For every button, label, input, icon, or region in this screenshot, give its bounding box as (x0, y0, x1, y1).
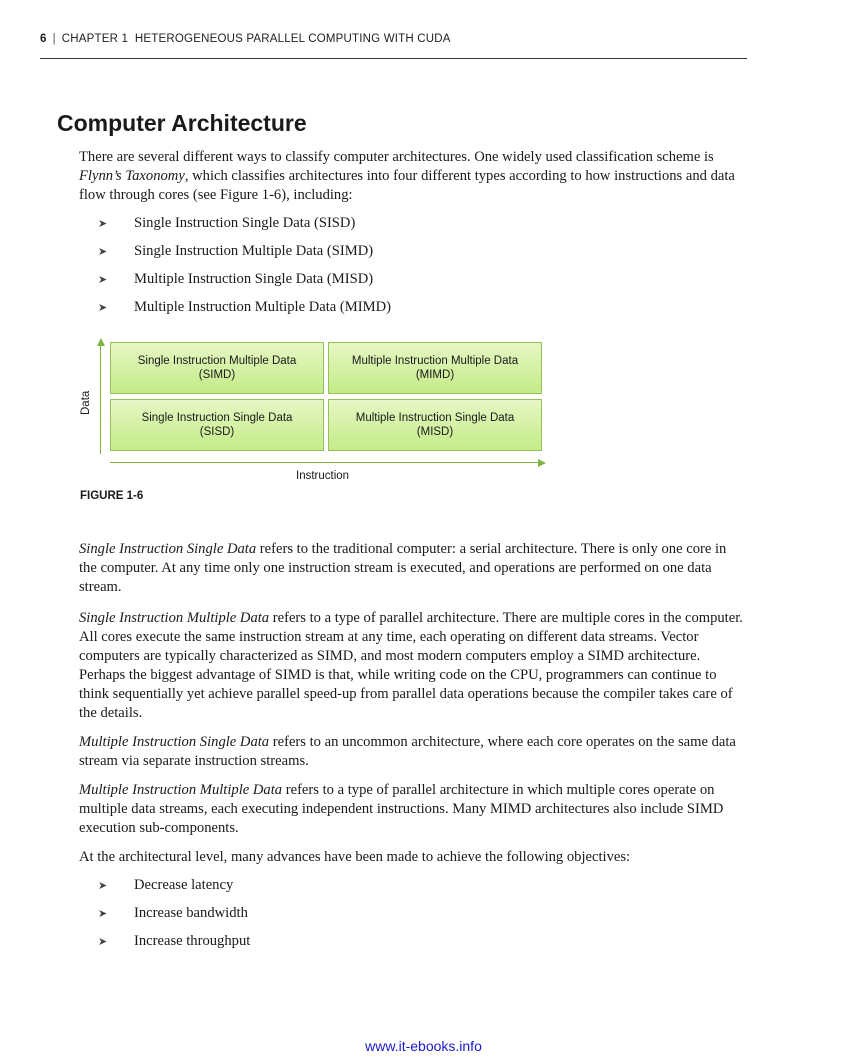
paragraph-text: refers to a type of parallel architecture. There are multiple cores in the computer. All cores execute the same instruction stream at any time, each operating on different data streams. Vector computers are typically characterized as SIMD, and most modern computers employ a SIMD architecture. Perhaps the biggest advantage of SIMD is that, while writing code on the CPU, programmers can continue to think sequentially yet achieve parallel speed-up from parallel data operations because the compiler takes care of the details. (79, 610, 743, 721)
objectives-intro: At the architectural level, many advances have been made to achieve the following objectives: (79, 849, 631, 865)
page-number: 6 (40, 33, 47, 45)
paragraph-simd (79, 609, 745, 723)
intro-paragraph (79, 148, 745, 205)
x-axis-line (110, 462, 540, 463)
quadrant-sisd (110, 399, 324, 451)
paragraph-misd (79, 733, 745, 771)
intro-text-2: , which classifies architectures into four different types according to how instructions and data flow through cores (see Figure 1-6), including: (79, 168, 735, 203)
list-item-text: Increase bandwidth (134, 905, 248, 921)
paragraph-mimd (79, 781, 745, 838)
bullet-arrow-icon: ➤ (98, 935, 108, 948)
objectives-list (98, 876, 250, 960)
list-item (98, 932, 250, 960)
quadrant-abbrev: (SISD) (199, 426, 235, 438)
quadrant-label: Multiple Instruction Single Data (355, 412, 515, 424)
quadrant-mimd (328, 342, 542, 394)
bullet-arrow-icon: ➤ (98, 879, 108, 892)
chapter-title: CHAPTER 1 HETEROGENEOUS PARALLEL COMPUTING WITH CUDA (61, 33, 451, 45)
quadrant-label: Single Instruction Multiple Data (137, 355, 297, 367)
header-rule (40, 58, 747, 59)
quadrant-misd (328, 399, 542, 451)
y-axis-label: Data (80, 390, 92, 416)
list-item-text: Multiple Instruction Single Data (MISD) (134, 271, 374, 287)
paragraph-text: refers to a type of parallel architecture in which multiple cores operate on multiple data streams, each executing independent instructions. Many MIMD architectures also include SIMD execution sub-components. (79, 782, 724, 836)
list-item (98, 876, 250, 904)
quadrant-abbrev: (SIMD) (198, 369, 236, 381)
list-item (98, 242, 391, 270)
list-item (98, 904, 250, 932)
intro-text-1: There are several different ways to classify computer architectures. One widely used classification scheme is (79, 149, 714, 165)
bullet-arrow-icon: ➤ (98, 245, 108, 258)
paragraph-term: Single Instruction Single Data (79, 541, 257, 557)
quadrant-label: Single Instruction Single Data (141, 412, 293, 424)
flynn-taxonomy-figure (80, 338, 550, 482)
paragraph-term: Multiple Instruction Single Data (79, 734, 270, 750)
list-item (98, 214, 391, 242)
running-header (40, 33, 747, 45)
paragraph-text: refers to the traditional computer: a serial architecture. There is only one core in the computer. At any time only one instruction stream is executed, and operations are performed on one data stream. (79, 541, 727, 595)
quadrant-abbrev: (MISD) (416, 426, 454, 438)
paragraph-term: Multiple Instruction Multiple Data (79, 782, 283, 798)
bullet-arrow-icon: ➤ (98, 301, 108, 314)
paragraph-text: refers to an uncommon architecture, where each core operates on the same data stream via separate instruction streams. (79, 734, 736, 769)
bullet-arrow-icon: ➤ (98, 273, 108, 286)
list-item-text: Decrease latency (134, 877, 234, 893)
paragraph-term: Single Instruction Multiple Data (79, 610, 270, 626)
paragraph-sisd (79, 540, 745, 597)
x-axis-arrowhead (538, 459, 546, 467)
list-item-text: Single Instruction Single Data (SISD) (134, 215, 356, 231)
footer-link[interactable]: www.it-ebooks.info (365, 1038, 482, 1054)
section-title: Computer Architecture (57, 110, 307, 136)
taxonomy-list (98, 214, 391, 326)
list-item-text: Multiple Instruction Multiple Data (MIMD) (134, 299, 391, 315)
flynns-taxonomy-term: Flynn’s Taxonomy (79, 168, 185, 184)
bullet-arrow-icon: ➤ (98, 217, 108, 230)
list-item-text: Increase throughput (134, 933, 251, 949)
list-item (98, 298, 391, 326)
list-item-text: Single Instruction Multiple Data (SIMD) (134, 243, 374, 259)
y-axis-line (100, 344, 101, 454)
x-axis-label: Instruction (296, 470, 350, 482)
footer (0, 1038, 847, 1054)
quadrant-label: Multiple Instruction Multiple Data (351, 355, 519, 367)
list-item (98, 270, 391, 298)
figure-caption: FIGURE 1-6 (80, 490, 144, 502)
header-separator: | (52, 33, 56, 45)
y-axis-arrowhead (97, 338, 105, 346)
quadrant-simd (110, 342, 324, 394)
bullet-arrow-icon: ➤ (98, 907, 108, 920)
quadrant-abbrev: (MIMD) (415, 369, 455, 381)
